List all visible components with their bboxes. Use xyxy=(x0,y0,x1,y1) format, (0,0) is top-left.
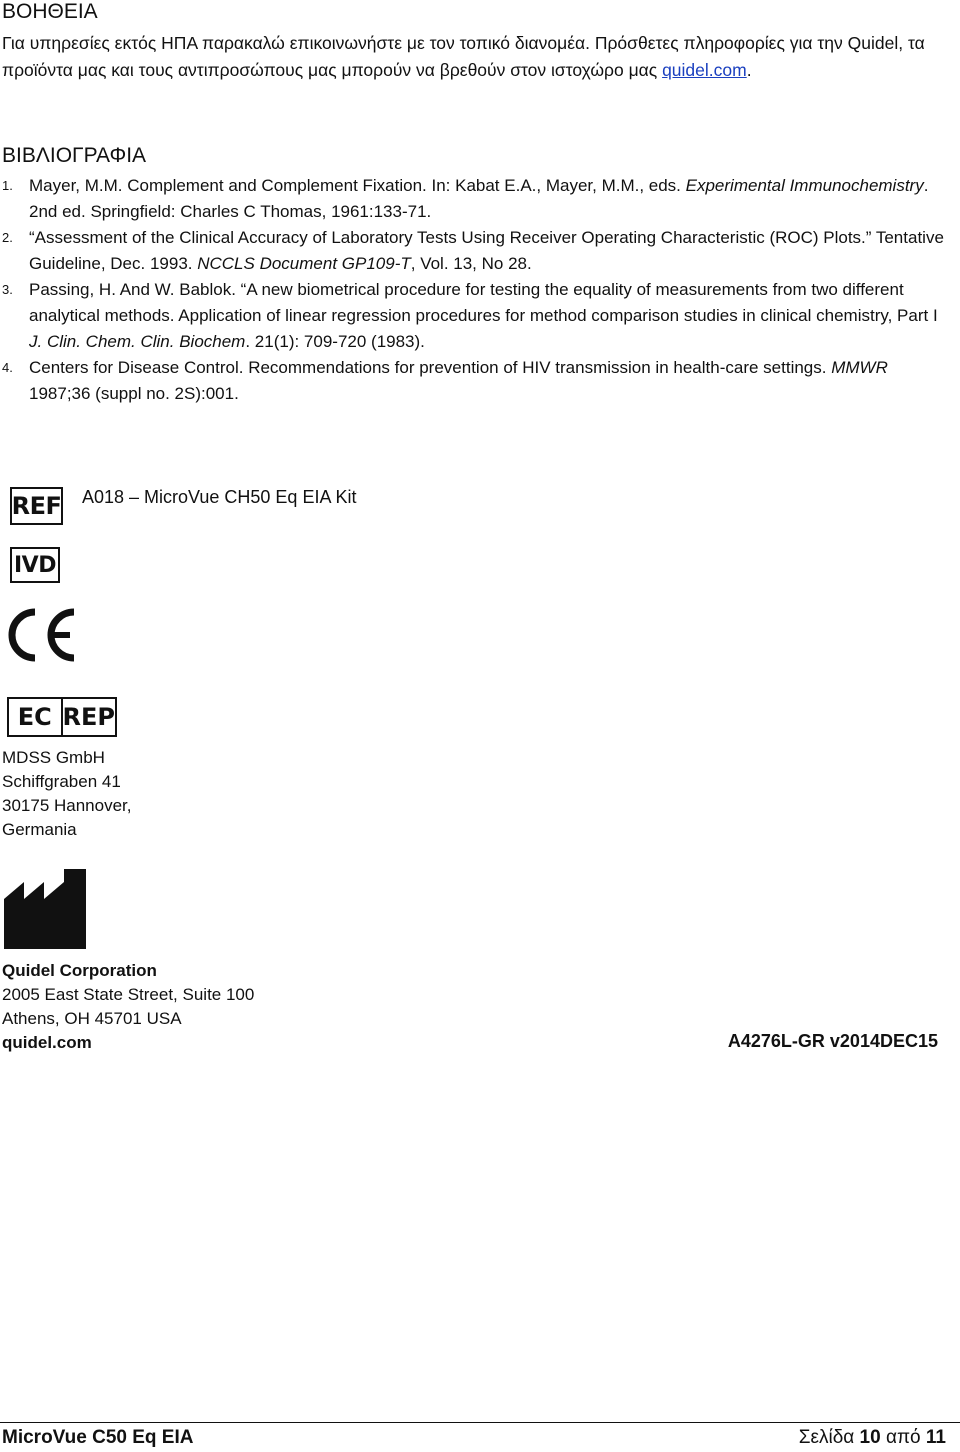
reference-number: 4. xyxy=(2,360,13,375)
reference-number: 2. xyxy=(2,230,13,245)
reference-item: 1. Mayer, M.M. Complement and Complement Fixation. In: Kabat E.A., Mayer, M.M., eds. Experimental Immunochemistry. 2nd ed. Springfield: Charles C Thomas, 1961:133-71. xyxy=(0,173,950,225)
bibliography-heading: ΒΙΒΛΙΟΓΡΑΦΙΑ xyxy=(2,144,147,167)
ref-symbol-icon: REF xyxy=(10,487,63,525)
document-code: A4276L-GR v2014DEC15 xyxy=(727,1031,938,1051)
footer-page-number: Σελίδα 10 από 11 xyxy=(798,1427,946,1448)
reference-number: 1. xyxy=(2,178,13,193)
footer-product: MicroVue C50 Eq EIA xyxy=(2,1427,194,1448)
manufacturer-website[interactable]: quidel.com xyxy=(2,1033,92,1052)
reference-list xyxy=(0,173,950,407)
manufacturer-name: Quidel Corporation xyxy=(2,961,157,980)
ec-rep-symbol-icon: EC REP xyxy=(7,697,117,737)
ivd-symbol-icon: IVD xyxy=(10,547,60,583)
manufacturer-address: Quidel Corporation 2005 East State Street, Suite 100 Athens, OH 45701 USA quidel.com xyxy=(2,959,254,1055)
reference-item: 4. Centers for Disease Control. Recommendations for prevention of HIV transmission in health-care settings. MMWR 1987;36 (suppl no. 2S):001. xyxy=(0,355,950,407)
reference-number: 3. xyxy=(2,282,13,297)
help-heading: ΒΟΗΘΕΙΑ xyxy=(2,0,98,23)
kit-title: A018 – MicroVue CH50 Eq EIA Kit xyxy=(82,487,357,507)
quidel-link[interactable]: quidel.com xyxy=(662,60,747,80)
help-text: Για υπηρεσίες εκτός ΗΠΑ παρακαλώ επικοινωνήστε με τον τοπικό διανομέα. Πρόσθετες πληροφορίες για την Quidel, τα προϊόντα μας και τους αντιπροσώπους μας μπορούν να βρεθούν στον ιστοχώρο μας quidel.com. xyxy=(2,33,925,80)
reference-item: 2. “Assessment of the Clinical Accuracy of Laboratory Tests Using Receiver Operating Characteristic (ROC) Plots.” Tentative Guideline, Dec. 1993. NCCLS Document GP109-T, Vol. 13, No 28. xyxy=(0,225,950,277)
reference-item: 3. Passing, H. And W. Bablok. “A new biometrical procedure for testing the equality of measurements from two different analytical methods. Application of linear regression procedures for method comparison studies in clinical chemistry, Part I J. Clin. Chem. Clin. Biochem. 21(1): 709-720 (1983). xyxy=(0,277,950,355)
ec-rep-address: MDSS GmbH Schiffgraben 41 30175 Hannover, Germania xyxy=(2,748,132,839)
footer-divider xyxy=(0,1422,960,1423)
ce-mark-icon xyxy=(4,606,78,664)
manufacturer-icon xyxy=(4,869,88,949)
